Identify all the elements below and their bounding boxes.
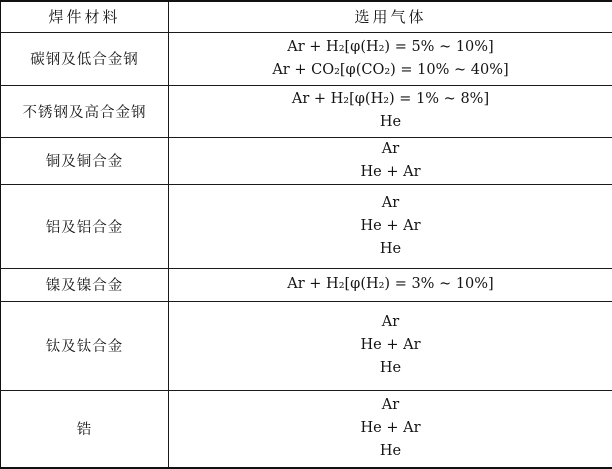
table-row [1, 184, 612, 268]
header-row [1, 1, 612, 32]
material-column-header: 焊件材料 [1, 1, 169, 32]
gas-option: Ar [169, 192, 612, 215]
gas-cell [169, 390, 612, 468]
gas-option: Ar + H₂[φ(H₂) = 5% ~ 10%] [169, 36, 612, 59]
material-cell: 镍及镍合金 [1, 268, 169, 301]
gas-column-header: 选用气体 [169, 1, 612, 32]
gas-option: He + Ar [169, 417, 612, 440]
table-row [1, 268, 612, 301]
material-cell: 铜及铜合金 [1, 137, 169, 184]
gas-option: Ar [169, 394, 612, 417]
gas-option: He [169, 440, 612, 463]
material-cell: 不锈钢及高合金钢 [1, 85, 169, 137]
gas-cell [169, 184, 612, 268]
material-cell: 钛及钛合金 [1, 301, 169, 390]
gas-option: Ar + CO₂[φ(CO₂) = 10% ~ 40%] [169, 59, 612, 82]
table-row [1, 137, 612, 184]
table-row [1, 390, 612, 468]
gas-option: Ar + H₂[φ(H₂) = 1% ~ 8%] [169, 88, 612, 111]
gas-option: He + Ar [169, 215, 612, 238]
gas-cell [169, 137, 612, 184]
gas-option: He + Ar [169, 161, 612, 184]
material-cell: 铝及铝合金 [1, 184, 169, 268]
gas-cell [169, 301, 612, 390]
material-cell: 碳钢及低合金钢 [1, 32, 169, 85]
gas-option: Ar + H₂[φ(H₂) = 3% ~ 10%] [169, 273, 612, 296]
gas-option: Ar [169, 311, 612, 334]
material-cell: 锆 [1, 390, 169, 468]
table-row [1, 301, 612, 390]
gas-option: He [169, 111, 612, 134]
table-row [1, 85, 612, 137]
gas-option: He [169, 357, 612, 380]
table-row [1, 32, 612, 85]
gas-cell [169, 268, 612, 301]
gas-option: He + Ar [169, 334, 612, 357]
gas-cell [169, 85, 612, 137]
gas-option: He [169, 238, 612, 261]
gas-cell [169, 32, 612, 85]
gas-option: Ar [169, 138, 612, 161]
